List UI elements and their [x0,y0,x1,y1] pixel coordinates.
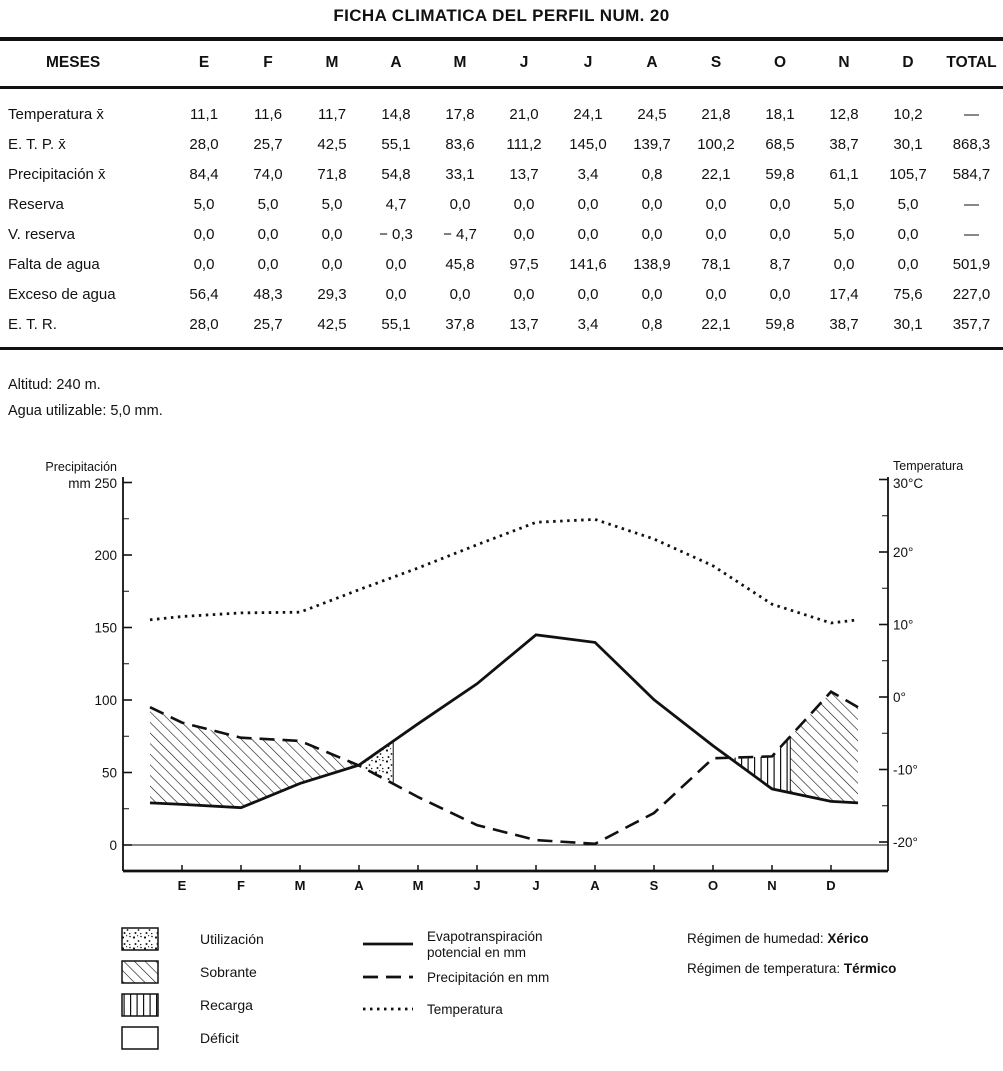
value-cell: 5,0 [833,195,855,213]
value-cell: − 4,7 [443,225,477,243]
temp-curve [150,519,858,623]
row-label: E. T. P. x̄ [8,135,66,153]
value-cell: 74,0 [253,165,283,183]
legend-swatch-diagonal [122,961,158,983]
value-cell: 0,0 [769,225,791,243]
value-cell: 100,2 [697,135,735,153]
value-cell: 25,7 [253,135,283,153]
legend-swatch-vertical [122,994,158,1016]
header-col: F [236,40,300,88]
value-cell: 83,6 [445,135,475,153]
value-cell: 28,0 [189,135,219,153]
right-tick-label: -20° [893,835,918,850]
total-cell: — [964,195,979,213]
row-label: E. T. R. [8,315,57,333]
usable-water-note: Agua utilizable: 5,0 mm. [8,403,163,419]
value-cell: 0,0 [641,225,663,243]
chart-axes [123,477,888,871]
value-cell: − 0,3 [379,225,413,243]
header-col: TOTAL [940,40,1003,88]
value-cell: 48,3 [253,285,283,303]
row-label: Reserva [8,195,64,213]
value-cell: 13,7 [509,315,539,333]
value-cell: 28,0 [189,315,219,333]
header-col: D [876,40,940,88]
right-axis-title: Temperatura [893,459,964,473]
table-row [0,129,1003,159]
header-col: A [364,40,428,88]
total-cell: 868,3 [952,135,991,153]
right-axis [879,459,963,850]
header-col: M [300,40,364,88]
value-cell: 0,0 [513,225,535,243]
legend-area-label: Sobrante [200,964,257,980]
value-cell: 97,5 [509,255,539,273]
value-cell: 138,9 [633,255,671,273]
value-cell: 37,8 [445,315,475,333]
value-cell: 0,0 [769,285,791,303]
value-cell: 5,0 [833,225,855,243]
region-sobrante-2 [790,692,858,803]
value-cell: 25,7 [253,315,283,333]
value-cell: 42,5 [317,315,347,333]
month-label: M [294,878,306,893]
regime-text: Régimen de humedad: Xérico [687,931,869,946]
table-row [0,309,1003,349]
left-axis [45,460,132,853]
value-cell: 24,1 [573,105,603,123]
value-cell: 22,1 [701,165,731,183]
right-tick-label: 0° [893,690,906,705]
value-cell: 8,7 [769,255,791,273]
month-label: J [473,878,481,893]
value-cell: 4,7 [385,195,407,213]
value-cell: 71,8 [317,165,347,183]
total-cell: 584,7 [952,165,991,183]
value-cell: 38,7 [829,315,859,333]
value-cell: 141,6 [569,255,607,273]
header-row [0,40,1003,88]
right-tick-label: -10° [893,762,918,778]
value-cell: 54,8 [381,165,411,183]
value-cell: 3,4 [577,165,599,183]
value-cell: 10,2 [893,105,923,123]
month-label: A [590,878,600,893]
value-cell: 33,1 [445,165,475,183]
value-cell: 21,8 [701,105,731,123]
value-cell: 21,0 [509,105,539,123]
value-cell: 12,8 [829,105,859,123]
table-row [0,189,1003,219]
table-row [0,219,1003,249]
regime-text: Régimen de temperatura: Térmico [687,961,897,976]
row-label: Exceso de agua [8,285,116,303]
row-label: V. reserva [8,225,75,243]
value-cell: 0,0 [385,285,407,303]
value-cell: 3,4 [577,315,599,333]
value-cell: 0,0 [193,225,215,243]
value-cell: 0,0 [321,225,343,243]
value-cell: 0,0 [641,195,663,213]
value-cell: 29,3 [317,285,347,303]
header-col: M [428,40,492,88]
month-label: F [237,878,245,893]
value-cell: 59,8 [765,165,795,183]
altitude-note: Altitud: 240 m. [8,377,101,393]
value-cell: 68,5 [765,135,795,153]
left-tick-label: 0 [109,838,117,853]
header-col: E [172,40,236,88]
value-cell: 5,0 [897,195,919,213]
value-cell: 0,0 [449,285,471,303]
left-axis-top-label: mm 250 [68,476,117,491]
value-cell: 30,1 [893,315,923,333]
total-cell: 501,9 [952,255,991,273]
legend-area-label: Déficit [200,1030,239,1046]
value-cell: 14,8 [381,105,411,123]
header-col: O [748,40,812,88]
value-cell: 0,0 [705,285,727,303]
value-cell: 18,1 [765,105,795,123]
total-cell: 357,7 [952,315,991,333]
table-row [0,159,1003,189]
value-cell: 0,0 [513,285,535,303]
climograph-chart [0,440,1003,1071]
value-cell: 59,8 [765,315,795,333]
value-cell: 0,8 [641,165,663,183]
value-cell: 5,0 [193,195,215,213]
legend-area-label: Recarga [200,997,253,1013]
value-cell: 24,5 [637,105,667,123]
total-cell: 227,0 [952,285,991,303]
value-cell: 145,0 [569,135,607,153]
value-cell: 84,4 [189,165,219,183]
value-cell: 30,1 [893,135,923,153]
value-cell: 105,7 [889,165,927,183]
climate-table [0,40,1003,350]
right-axis-top-label: 30°C [893,476,924,491]
value-cell: 11,7 [317,105,347,123]
left-tick-label: 100 [94,693,117,708]
month-label: J [532,878,540,893]
value-cell: 11,6 [253,105,283,123]
value-cell: 17,4 [829,285,859,303]
legend-line-label: potencial en mm [427,945,527,960]
value-cell: 0,0 [769,195,791,213]
legend-line-label: Temperatura [427,1002,503,1017]
value-cell: 0,0 [321,255,343,273]
month-label: S [649,878,659,893]
legend-line-label: Evapotranspiración [427,929,543,944]
value-cell: 0,0 [833,255,855,273]
legend-line-label: Precipitación en mm [427,970,550,985]
value-cell: 0,0 [577,225,599,243]
value-cell: 111,2 [506,135,542,153]
total-cell: — [964,105,979,123]
legend-areas [122,928,264,1049]
row-label: Precipitación x̄ [8,165,106,183]
month-label: E [177,878,187,893]
left-axis-title: Precipitación [45,460,117,474]
value-cell: 55,1 [381,135,411,153]
value-cell: 61,1 [829,165,859,183]
value-cell: 42,5 [317,135,347,153]
value-cell: 0,0 [257,255,279,273]
table-row [0,88,1003,130]
total-cell: — [964,225,979,243]
chart-regions [150,692,858,808]
value-cell: 11,1 [189,105,219,123]
climate-table-body [0,88,1003,349]
value-cell: 45,8 [445,255,475,273]
month-label: D [826,878,836,893]
legend-swatch-none [122,1027,158,1049]
value-cell: 0,8 [641,315,663,333]
row-label: Falta de agua [8,255,100,273]
header-meses: MESES [0,40,172,88]
value-cell: 0,0 [577,285,599,303]
value-cell: 75,6 [893,285,923,303]
value-cell: 13,7 [509,165,539,183]
value-cell: 0,0 [449,195,471,213]
value-cell: 0,0 [513,195,535,213]
value-cell: 0,0 [897,255,919,273]
header-col: J [492,40,556,88]
value-cell: 17,8 [445,105,475,123]
left-tick-label: 50 [101,765,117,781]
right-tick-label: 20° [893,545,914,560]
value-cell: 0,0 [193,255,215,273]
value-cell: 0,0 [385,255,407,273]
value-cell: 0,0 [705,225,727,243]
header-col: S [684,40,748,88]
right-tick-label: 10° [893,617,914,633]
table-row [0,249,1003,279]
value-cell: 5,0 [257,195,279,213]
month-label: N [767,878,777,893]
month-label: M [412,878,424,893]
value-cell: 78,1 [701,255,731,273]
value-cell: 139,7 [633,135,671,153]
notes-block [8,372,163,424]
left-tick-label: 200 [94,548,117,563]
value-cell: 22,1 [701,315,731,333]
legend-area-label: Utilización [200,931,264,947]
header-col: J [556,40,620,88]
month-label: A [354,878,364,893]
month-label: O [707,878,719,893]
left-tick-label: 150 [94,620,117,636]
legend-lines [363,929,549,1017]
value-cell: 38,7 [829,135,859,153]
header-col: A [620,40,684,88]
value-cell: 0,0 [897,225,919,243]
value-cell: 0,0 [577,195,599,213]
legend-swatch-dots [122,928,158,950]
row-label: Temperatura x̄ [8,105,104,123]
month-axis [178,865,836,893]
value-cell: 56,4 [189,285,219,303]
header-col: N [812,40,876,88]
table-row [0,279,1003,309]
climate-table-header [0,40,1003,88]
value-cell: 5,0 [321,195,343,213]
value-cell: 0,0 [705,195,727,213]
page-title: FICHA CLIMATICA DEL PERFIL NUM. 20 [333,6,670,25]
regime-labels [687,931,896,976]
value-cell: 55,1 [381,315,411,333]
value-cell: 0,0 [641,285,663,303]
value-cell: 0,0 [257,225,279,243]
